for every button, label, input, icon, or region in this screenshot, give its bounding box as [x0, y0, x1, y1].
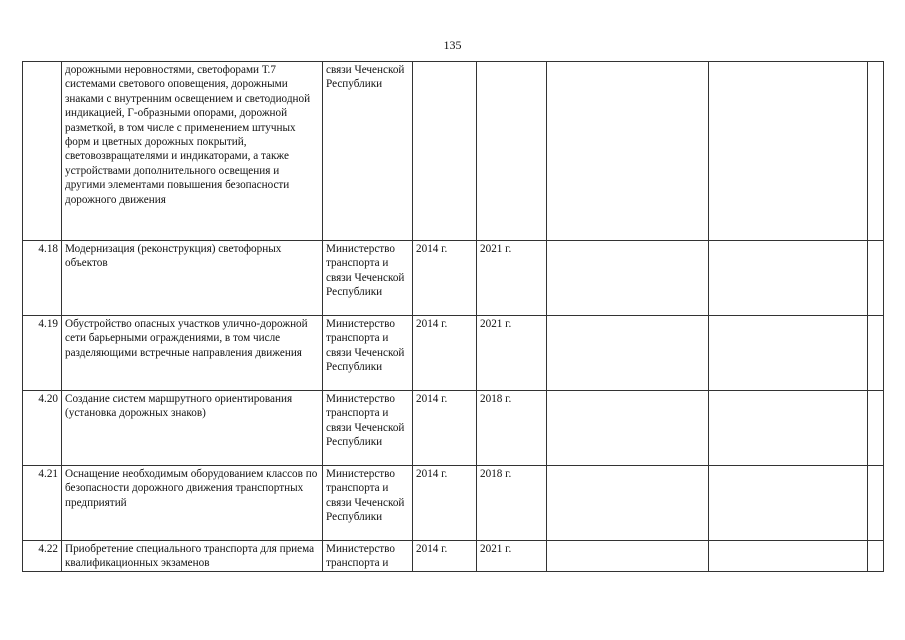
measures-table — [22, 61, 884, 572]
measure-executor: Министерство транспорта и связи Чеченской Республики — [323, 466, 413, 541]
empty-cell — [547, 541, 709, 572]
empty-cell — [547, 466, 709, 541]
measure-executor: Министерство транспорта и — [323, 541, 413, 572]
empty-cell — [868, 241, 884, 316]
start-year: 2014 г. — [413, 241, 477, 316]
end-year: 2021 г. — [477, 316, 547, 391]
start-year: 2014 г. — [413, 541, 477, 572]
end-year: 2018 г. — [477, 466, 547, 541]
empty-cell — [868, 391, 884, 466]
empty-cell — [709, 62, 868, 241]
end-year: 2021 г. — [477, 241, 547, 316]
empty-cell — [868, 466, 884, 541]
empty-cell — [547, 62, 709, 241]
empty-cell — [709, 241, 868, 316]
row-number: 4.19 — [23, 316, 62, 391]
empty-cell — [547, 391, 709, 466]
measure-description: Оснащение необходимым оборудованием классов по безопасности дорожного движения транспортных предприятий — [62, 466, 323, 541]
row-number — [23, 62, 62, 241]
empty-cell — [709, 541, 868, 572]
empty-cell — [868, 62, 884, 241]
end-year: 2018 г. — [477, 391, 547, 466]
end-year — [477, 62, 547, 241]
page-number: 135 — [443, 38, 462, 52]
table-row — [23, 241, 884, 316]
table-row — [23, 466, 884, 541]
table-row — [23, 391, 884, 466]
empty-cell — [709, 316, 868, 391]
empty-cell — [547, 316, 709, 391]
measure-description: Обустройство опасных участков улично-дорожной сети барьерными ограждениями, в том числе разделяющими встречные направления движения — [62, 316, 323, 391]
table-row — [23, 541, 884, 572]
empty-cell — [709, 466, 868, 541]
measure-description: Создание систем маршрутного ориентирования (установка дорожных знаков) — [62, 391, 323, 466]
measure-description: Приобретение специального транспорта для приема квалификационных экзаменов — [62, 541, 323, 572]
start-year — [413, 62, 477, 241]
empty-cell — [868, 541, 884, 572]
start-year: 2014 г. — [413, 316, 477, 391]
start-year: 2014 г. — [413, 466, 477, 541]
measure-description: Модернизация (реконструкция) светофорных объектов — [62, 241, 323, 316]
row-number: 4.20 — [23, 391, 62, 466]
row-number: 4.21 — [23, 466, 62, 541]
empty-cell — [868, 316, 884, 391]
table-row — [23, 316, 884, 391]
measure-executor: Министерство транспорта и связи Чеченской Республики — [323, 316, 413, 391]
start-year: 2014 г. — [413, 391, 477, 466]
empty-cell — [709, 391, 868, 466]
measure-executor: Министерство транспорта и связи Чеченской Республики — [323, 391, 413, 466]
measure-description: дорожными неровностями, светофорами Т.7 системами светового оповещения, дорожными знаками с внутренним освещением и светодиодной индикацией, Г-образными опорами, дорожной разметкой, в том числе с применением штучных форм и цветных дорожных покрытий, световозвращателями и индикаторами, а также устройствами дополнительного освещения и другими элементами повышения безопасности дорожного движения — [62, 62, 323, 241]
table-row — [23, 62, 884, 241]
end-year: 2021 г. — [477, 541, 547, 572]
empty-cell — [547, 241, 709, 316]
measure-executor: Министерство транспорта и связи Чеченской Республики — [323, 241, 413, 316]
measure-executor: связи Чеченской Республики — [323, 62, 413, 241]
row-number: 4.18 — [23, 241, 62, 316]
row-number: 4.22 — [23, 541, 62, 572]
